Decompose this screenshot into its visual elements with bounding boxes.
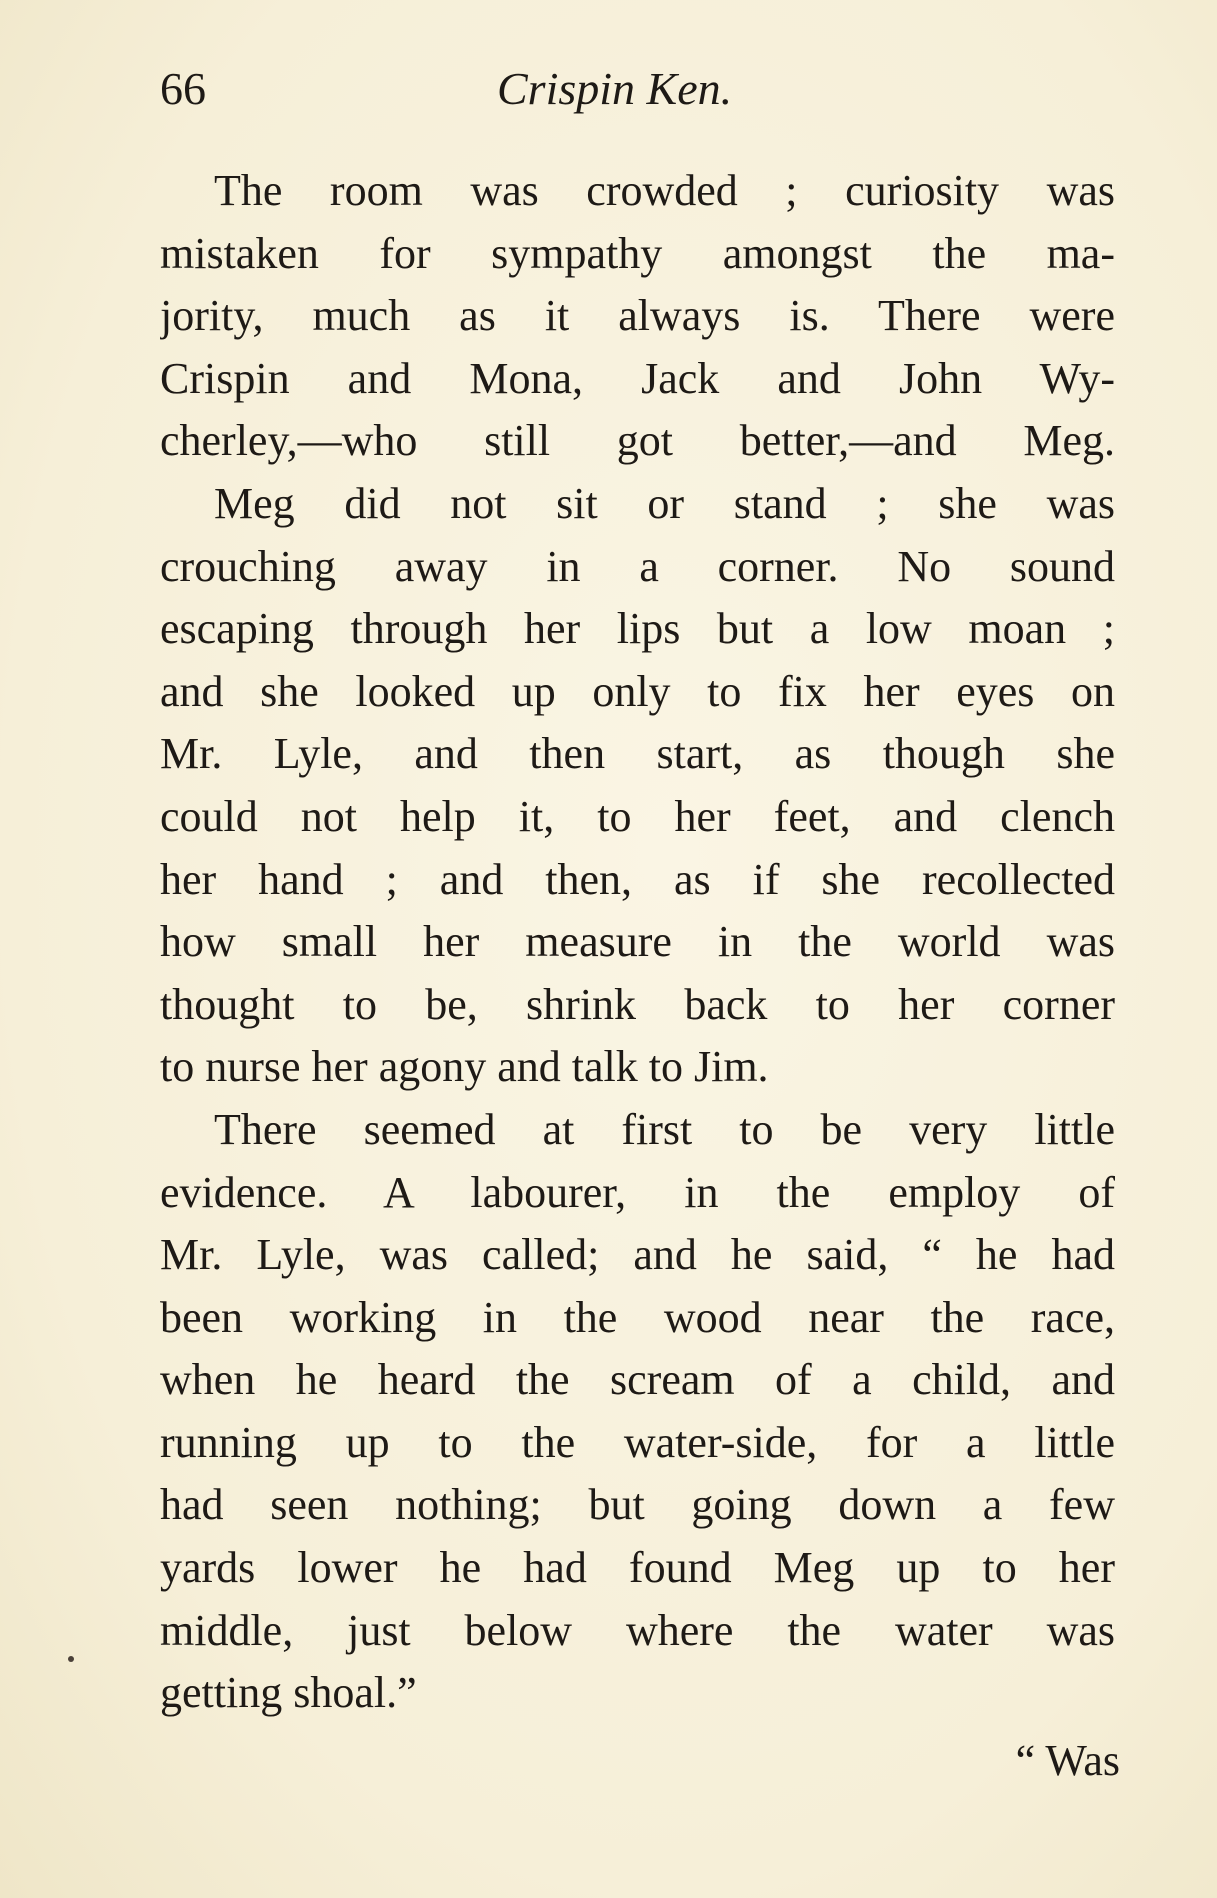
catchword: “ Was (1015, 1736, 1120, 1785)
text-line: escaping through her lips but a low moan ; (160, 604, 1115, 654)
text-line: getting shoal.” (160, 1668, 417, 1718)
page-header (160, 62, 1120, 132)
text-line: when he heard the scream of a child, and (160, 1355, 1115, 1405)
text-line: mistaken for sympathy amongst the ma- (160, 228, 1115, 278)
text-line: her hand ; and then, as if she recollected (160, 854, 1115, 904)
running-title: Crispin Ken. (497, 63, 733, 114)
text-line: running up to the water-side, for a little (160, 1417, 1115, 1467)
text-line: Mr. Lyle, was called; and he said, “ he had (160, 1230, 1115, 1280)
print-speck (68, 1656, 74, 1662)
text-line: Meg did not sit or stand ; she was (214, 478, 1115, 528)
text-line: and she looked up only to fix her eyes on (160, 666, 1115, 716)
text-line: to nurse her agony and talk to Jim. (160, 1042, 769, 1092)
text-line: cherley,—who still got better,—and Meg. (160, 416, 1115, 466)
text-line: There seemed at first to be very little (214, 1104, 1115, 1154)
text-line: middle, just below where the water was (160, 1605, 1115, 1655)
text-line: had seen nothing; but going down a few (160, 1480, 1115, 1530)
text-line: thought to be, shrink back to her corner (160, 979, 1115, 1029)
text-line: The room was crowded ; curiosity was (214, 166, 1115, 215)
text-line: jority, much as it always is. There were (160, 291, 1115, 341)
text-line: evidence. A labourer, in the employ of (160, 1167, 1115, 1217)
text-line: Mr. Lyle, and then start, as though she (160, 729, 1115, 779)
text-line: crouching away in a corner. No sound (160, 541, 1115, 591)
text-line: been working in the wood near the race, (160, 1292, 1115, 1342)
text-line: how small her measure in the world was (160, 917, 1115, 967)
body-text (160, 160, 1115, 1725)
text-line: yards lower he had found Meg up to her (160, 1543, 1115, 1593)
text-line: Crispin and Mona, Jack and John Wy- (160, 353, 1115, 403)
page-number: 66 (160, 63, 206, 114)
text-line: could not help it, to her feet, and clench (160, 791, 1115, 841)
